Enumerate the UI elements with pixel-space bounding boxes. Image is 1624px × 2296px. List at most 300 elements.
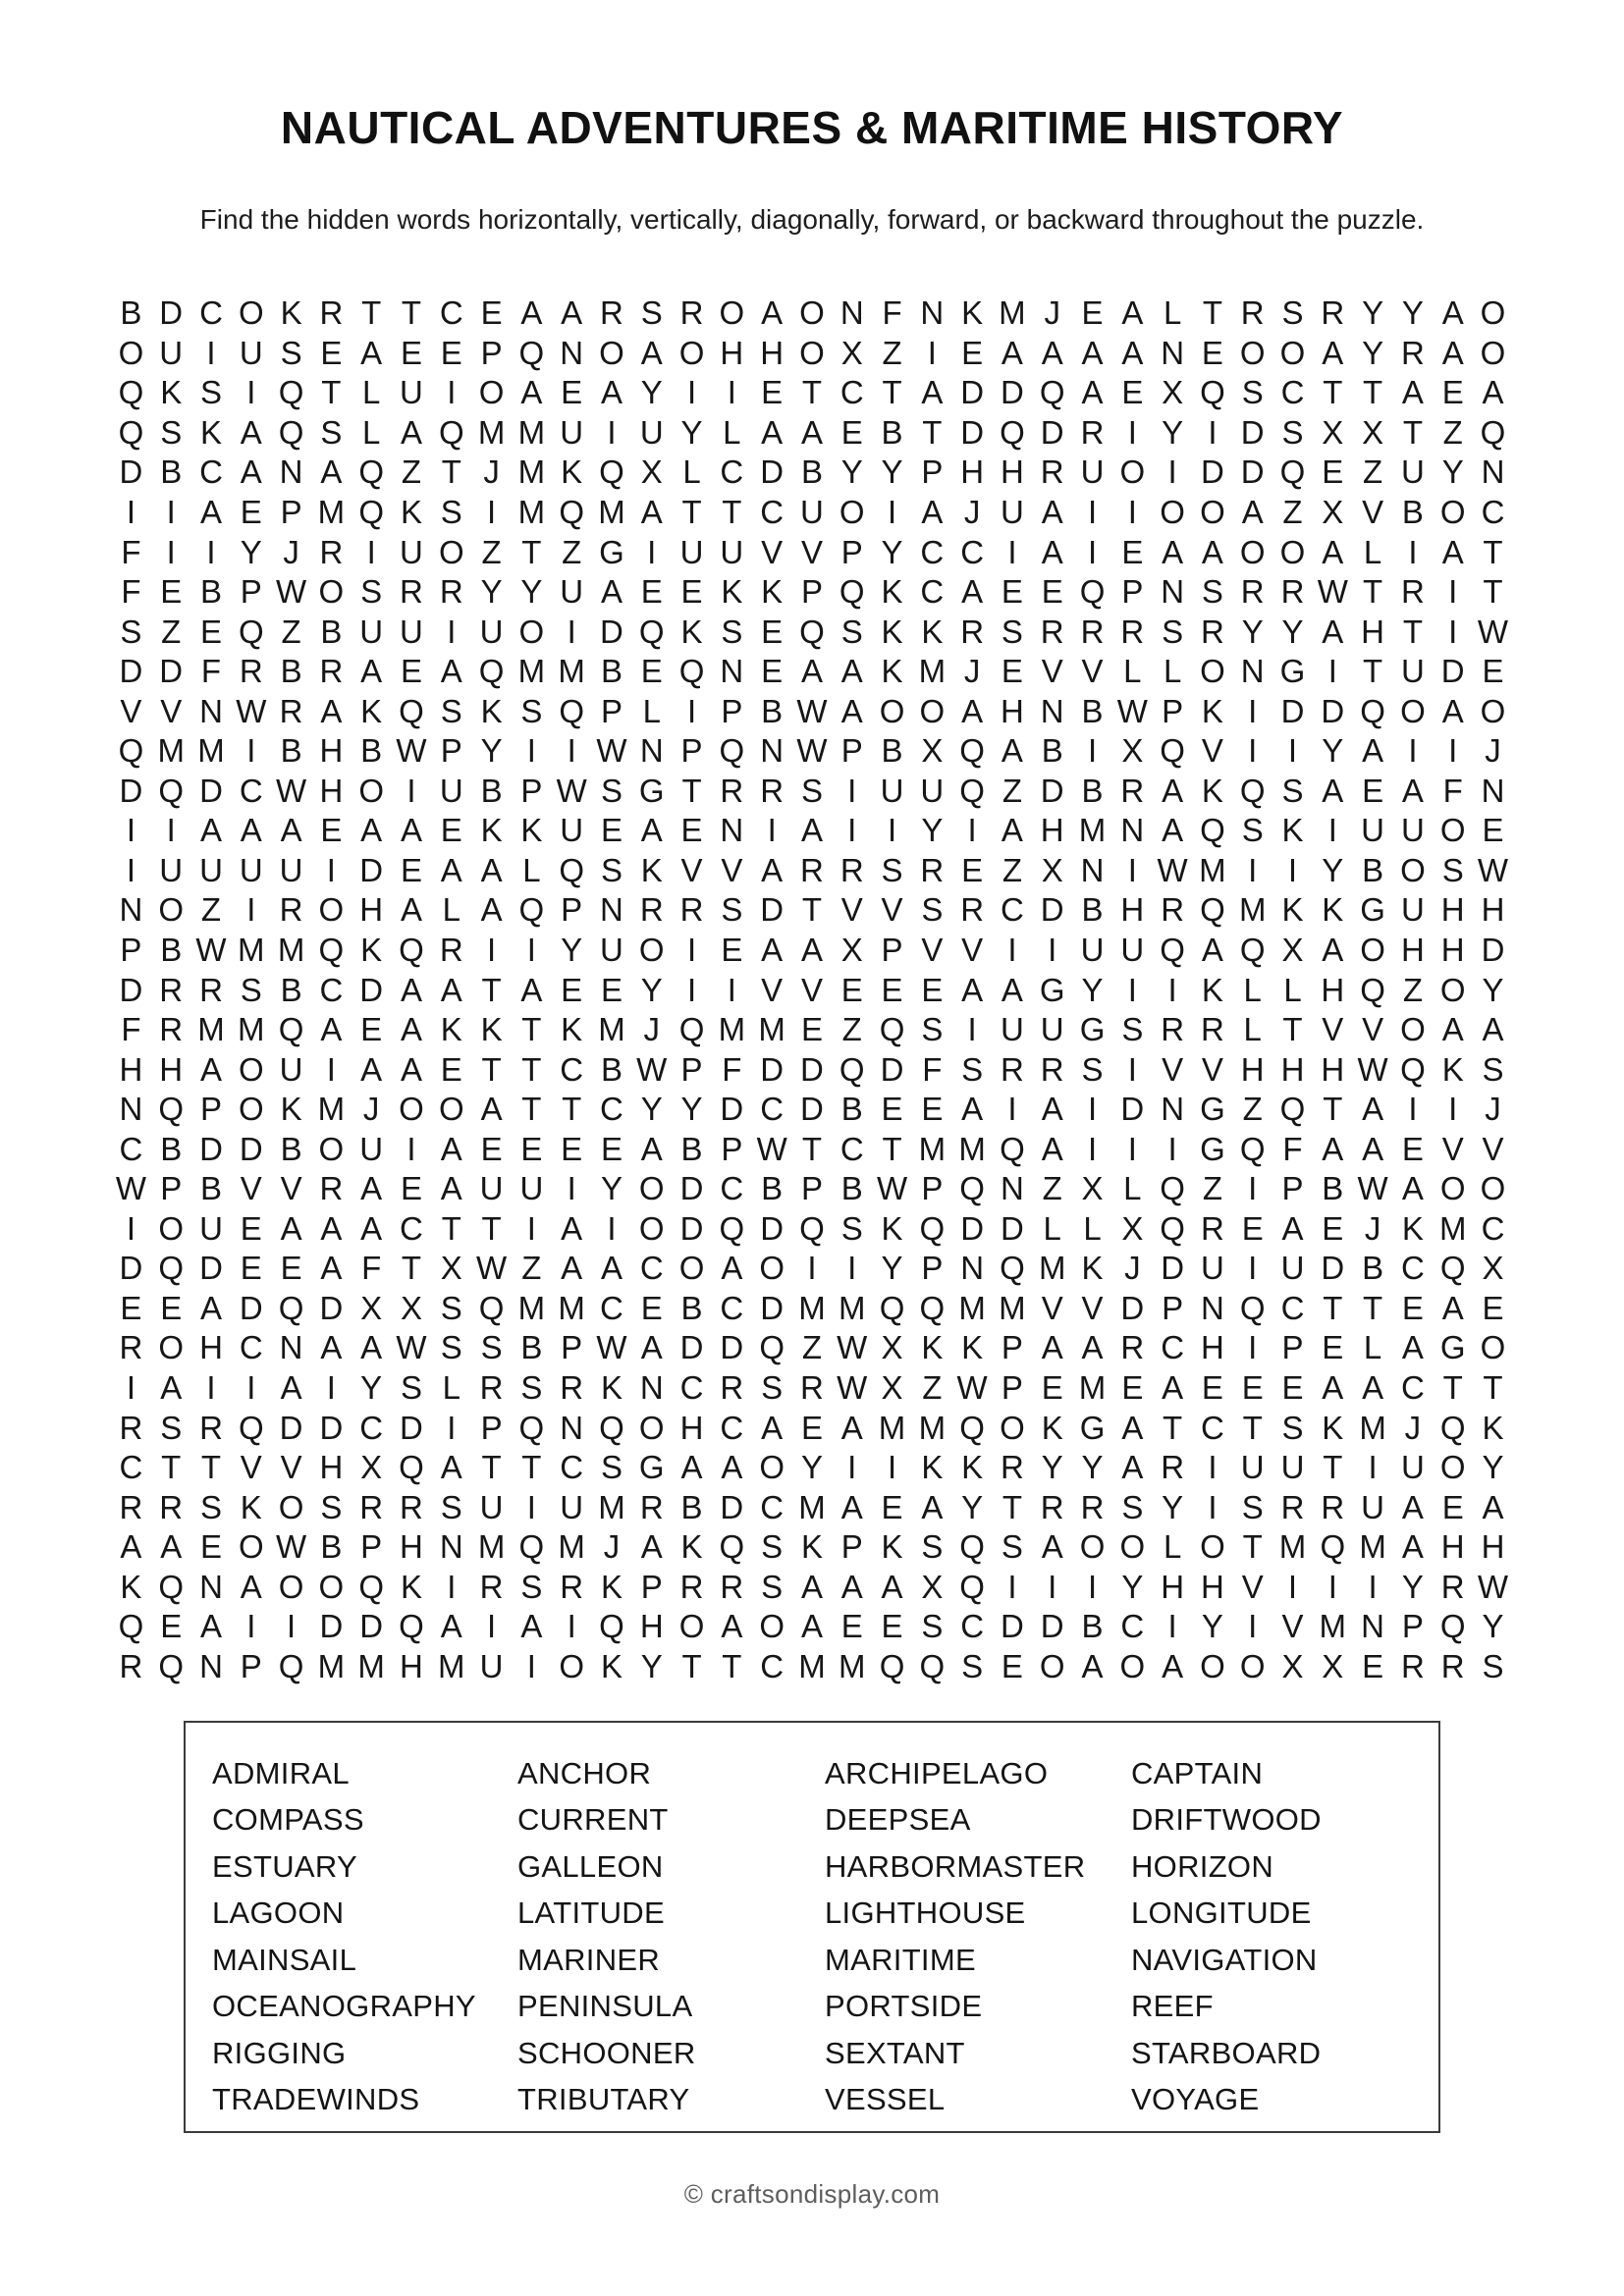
grid-letter: M — [918, 1409, 947, 1446]
grid-letter: S — [440, 1289, 462, 1326]
grid-letter: A — [1322, 772, 1344, 809]
grid-letter: I — [847, 812, 857, 849]
grid-letter: E — [199, 613, 222, 650]
grid-letter: K — [1322, 1409, 1344, 1446]
grid-letter: I — [847, 1250, 857, 1287]
grid-letter: K — [881, 1528, 903, 1566]
grid-letter: E — [1482, 1289, 1504, 1326]
grid-letter: O — [118, 334, 144, 371]
grid-letter: Q — [278, 1289, 304, 1326]
grid-letter: U — [1400, 1449, 1425, 1486]
grid-letter: Z — [200, 891, 222, 929]
grid-letter: A — [840, 653, 863, 690]
grid-letter: T — [1363, 374, 1383, 411]
grid-letter: P — [921, 1170, 944, 1207]
grid-letter: O — [1200, 653, 1225, 690]
grid-letter: E — [561, 1130, 583, 1167]
word-bank-list — [212, 1750, 1429, 2123]
grid-letter: T — [481, 1209, 502, 1247]
grid-letter: D — [760, 891, 785, 929]
grid-letter: N — [560, 334, 584, 371]
grid-letter: I — [1127, 851, 1137, 888]
grid-letter: T — [321, 374, 342, 411]
grid-letter: C — [720, 1170, 744, 1207]
grid-letter: M — [838, 1647, 866, 1684]
grid-letter: G — [1079, 1011, 1106, 1048]
grid-letter: R — [560, 1568, 584, 1605]
grid-letter: K — [921, 1329, 944, 1366]
grid-letter: H — [1001, 454, 1024, 491]
grid-letter: V — [1081, 1289, 1104, 1326]
word-bank-item: TRADEWINDS — [212, 2082, 420, 2117]
grid-letter: W — [1357, 1050, 1388, 1088]
grid-letter: E — [240, 1250, 262, 1287]
grid-letter: T — [481, 971, 502, 1008]
grid-letter: I — [166, 533, 176, 570]
grid-letter: I — [126, 1369, 135, 1407]
grid-letter: R — [1280, 1488, 1305, 1525]
grid-letter: A — [1401, 772, 1424, 809]
grid-letter: Q — [518, 334, 545, 371]
grid-letter: D — [319, 1608, 344, 1645]
grid-letter: P — [680, 1050, 703, 1088]
grid-letter: A — [1162, 812, 1184, 849]
grid-letter: E — [240, 1209, 262, 1247]
grid-letter: P — [721, 692, 743, 729]
grid-letter: O — [158, 1209, 185, 1247]
grid-letter: K — [721, 573, 743, 611]
grid-letter: E — [1362, 772, 1384, 809]
grid-letter: T — [801, 374, 823, 411]
grid-letter: S — [400, 1369, 422, 1407]
grid-letter: I — [1448, 1091, 1458, 1128]
grid-letter: A — [1041, 1329, 1063, 1366]
grid-letter: C — [720, 454, 744, 491]
grid-letter: Q — [839, 1050, 865, 1088]
grid-letter: H — [319, 772, 344, 809]
grid-letter: T — [681, 772, 702, 809]
grid-letter: T — [481, 1050, 502, 1088]
grid-letter: K — [1281, 891, 1304, 929]
grid-letter: K — [400, 494, 422, 530]
grid-letter: E — [1441, 374, 1464, 411]
grid-letter: V — [961, 932, 984, 969]
grid-letter: A — [600, 1250, 623, 1287]
grid-letter: X — [921, 732, 944, 770]
grid-letter: M — [798, 1488, 826, 1525]
grid-letter: V — [1162, 1050, 1184, 1088]
grid-letter: W — [636, 1050, 668, 1088]
grid-letter: U — [279, 851, 303, 888]
grid-letter: R — [119, 1329, 143, 1366]
grid-letter: I — [126, 812, 135, 849]
grid-letter: E — [600, 1130, 623, 1167]
grid-letter: K — [800, 1528, 823, 1566]
grid-letter: P — [1281, 1329, 1304, 1366]
grid-letter: K — [881, 1209, 903, 1247]
grid-letter: X — [1081, 1170, 1104, 1207]
grid-letter: I — [1248, 1329, 1258, 1366]
grid-letter: Z — [1442, 413, 1463, 451]
grid-letter: E — [600, 812, 623, 849]
grid-letter: N — [760, 732, 785, 770]
grid-letter: U — [1280, 1250, 1305, 1287]
grid-letter: I — [567, 732, 576, 770]
grid-letter: R — [720, 772, 744, 809]
grid-letter: C — [1400, 1369, 1425, 1407]
grid-letter: W — [796, 692, 828, 729]
grid-letter: Q — [919, 1289, 946, 1326]
grid-letter: E — [761, 613, 784, 650]
grid-letter: V — [280, 1449, 302, 1486]
grid-letter: C — [199, 294, 223, 332]
grid-letter: M — [317, 494, 346, 530]
grid-letter: A — [840, 692, 863, 729]
grid-letter: A — [480, 891, 503, 929]
grid-letter: O — [1239, 334, 1266, 371]
grid-letter: I — [1408, 732, 1418, 770]
grid-letter: T — [681, 494, 702, 530]
grid-letter: P — [1121, 573, 1144, 611]
grid-letter: A — [1041, 1528, 1063, 1566]
grid-letter: X — [360, 1449, 383, 1486]
grid-letter: O — [638, 1170, 665, 1207]
grid-letter: I — [807, 1250, 817, 1287]
grid-letter: O — [238, 1528, 264, 1566]
grid-letter: O — [678, 334, 705, 371]
grid-letter: B — [680, 1130, 703, 1167]
grid-letter: M — [958, 1289, 986, 1326]
grid-letter: I — [246, 1608, 256, 1645]
grid-letter: N — [1361, 1608, 1385, 1645]
grid-letter: U — [1361, 812, 1385, 849]
grid-letter: O — [278, 1488, 304, 1525]
grid-letter: S — [360, 573, 383, 611]
grid-letter: A — [400, 812, 422, 849]
word-bank-item: VESSEL — [825, 2082, 946, 2117]
grid-letter: I — [1248, 1608, 1258, 1645]
grid-letter: I — [1127, 413, 1137, 451]
grid-letter: A — [320, 454, 343, 491]
grid-letter: I — [206, 533, 216, 570]
grid-letter: E — [480, 294, 503, 332]
grid-letter: B — [840, 1091, 863, 1128]
grid-letter: H — [199, 1329, 223, 1366]
grid-letter: A — [840, 1568, 863, 1605]
grid-letter: R — [600, 294, 623, 332]
grid-letter: N — [1481, 772, 1505, 809]
grid-letter: I — [447, 613, 457, 650]
word-bank-item: MAINSAIL — [212, 1942, 357, 1977]
grid-letter: M — [1278, 1528, 1307, 1566]
grid-letter: S — [600, 851, 623, 888]
grid-letter: E — [800, 1011, 823, 1048]
grid-letter: E — [400, 334, 422, 371]
grid-letter: Q — [919, 1647, 946, 1684]
grid-letter: E — [1401, 1130, 1424, 1167]
grid-letter: A — [400, 1011, 422, 1048]
grid-letter: U — [1280, 1449, 1305, 1486]
word-bank-item: CURRENT — [517, 1802, 669, 1838]
grid-letter: H — [1240, 1050, 1265, 1088]
grid-letter: A — [1401, 1488, 1424, 1525]
grid-letter: A — [160, 1369, 183, 1407]
grid-letter: K — [1322, 891, 1344, 929]
grid-letter: X — [1281, 932, 1304, 969]
grid-letter: X — [440, 1250, 462, 1287]
grid-letter: K — [680, 1528, 703, 1566]
grid-letter: A — [320, 1209, 343, 1247]
grid-letter: R — [1120, 613, 1145, 650]
grid-letter: I — [447, 1568, 457, 1605]
grid-letter: S — [1281, 772, 1304, 809]
grid-letter: I — [1007, 1091, 1017, 1128]
grid-letter: N — [279, 1329, 303, 1366]
grid-letter: U — [239, 851, 263, 888]
grid-letter: V — [120, 692, 142, 729]
grid-letter: Q — [839, 573, 865, 611]
grid-letter: D — [1161, 1250, 1185, 1287]
grid-letter: Q — [158, 1250, 185, 1287]
grid-letter: I — [967, 812, 977, 849]
grid-letter: I — [126, 851, 135, 888]
grid-letter: Q — [1480, 413, 1506, 451]
grid-letter: P — [240, 573, 262, 611]
grid-letter: O — [1439, 494, 1466, 530]
grid-letter: Y — [1482, 971, 1504, 1008]
grid-letter: J — [963, 653, 981, 690]
grid-letter: B — [761, 1170, 784, 1207]
grid-letter: U — [1361, 1488, 1385, 1525]
grid-letter: R — [1321, 294, 1345, 332]
grid-letter: P — [120, 932, 142, 969]
grid-letter: N — [960, 1250, 985, 1287]
grid-letter: C — [119, 1130, 143, 1167]
grid-letter: I — [1167, 971, 1177, 1008]
grid-letter: A — [761, 413, 784, 451]
grid-letter: I — [686, 374, 697, 411]
grid-letter: O — [318, 891, 345, 929]
grid-letter: O — [518, 613, 545, 650]
grid-letter: E — [1441, 1488, 1464, 1525]
grid-letter: Q — [678, 1011, 705, 1048]
grid-letter: A — [1001, 971, 1023, 1008]
grid-letter: Q — [1239, 772, 1266, 809]
grid-letter: S — [1281, 294, 1304, 332]
grid-letter: Q — [278, 1647, 304, 1684]
grid-letter: Y — [640, 971, 663, 1008]
grid-letter: E — [199, 1528, 222, 1566]
grid-letter: T — [1363, 1289, 1383, 1326]
grid-letter: P — [840, 732, 863, 770]
grid-letter: P — [199, 1091, 222, 1128]
grid-letter: E — [640, 573, 663, 611]
grid-letter: I — [1287, 851, 1298, 888]
grid-letter: W — [956, 1369, 988, 1407]
grid-letter: R — [1200, 1209, 1224, 1247]
grid-letter: D — [760, 454, 785, 491]
grid-letter: R — [1400, 334, 1425, 371]
grid-letter: X — [881, 1329, 903, 1366]
grid-letter: Q — [118, 413, 144, 451]
grid-letter: S — [921, 1011, 944, 1048]
grid-letter: R — [1200, 613, 1224, 650]
grid-letter: S — [640, 294, 663, 332]
grid-letter: I — [1248, 1250, 1258, 1287]
grid-letter: S — [1241, 1488, 1264, 1525]
grid-letter: A — [520, 971, 543, 1008]
grid-letter: O — [678, 1608, 705, 1645]
grid-letter: O — [318, 1568, 345, 1605]
grid-letter: A — [1401, 374, 1424, 411]
grid-letter: K — [1401, 1209, 1424, 1247]
grid-letter: Z — [1202, 1170, 1222, 1207]
grid-letter: O — [759, 1608, 785, 1645]
grid-letter: T — [521, 1011, 542, 1048]
grid-letter: E — [800, 1409, 823, 1446]
grid-letter: T — [361, 294, 382, 332]
grid-letter: P — [480, 334, 503, 371]
grid-letter: S — [840, 613, 863, 650]
grid-letter: B — [600, 1050, 623, 1088]
grid-letter: S — [199, 374, 222, 411]
word-bank-item: PORTSIDE — [825, 1989, 983, 2024]
grid-letter: R — [159, 1488, 184, 1525]
grid-letter: Q — [1000, 413, 1025, 451]
grid-letter: O — [318, 573, 345, 611]
grid-letter: Q — [1200, 812, 1225, 849]
grid-letter: V — [1241, 1568, 1264, 1605]
grid-letter: I — [326, 851, 336, 888]
word-bank-item: HORIZON — [1131, 1848, 1274, 1884]
grid-letter: O — [879, 692, 905, 729]
grid-letter: Z — [1001, 851, 1023, 888]
grid-letter: Q — [318, 932, 345, 969]
grid-letter: Y — [881, 1250, 903, 1287]
grid-letter: I — [246, 374, 256, 411]
grid-letter: C — [359, 1409, 384, 1446]
grid-letter: X — [1041, 851, 1063, 888]
grid-letter: P — [721, 1130, 743, 1167]
grid-letter: I — [1127, 1130, 1137, 1167]
grid-letter: K — [600, 1369, 623, 1407]
grid-letter: X — [881, 1369, 903, 1407]
grid-letter: I — [447, 1409, 457, 1446]
grid-letter: I — [847, 772, 857, 809]
grid-letter: O — [1239, 533, 1266, 570]
grid-letter: U — [479, 1170, 504, 1207]
grid-letter: M — [718, 1011, 746, 1048]
grid-letter: Y — [840, 454, 863, 491]
grid-letter: S — [320, 1488, 343, 1525]
grid-letter: C — [1161, 1329, 1185, 1366]
grid-letter: X — [400, 1289, 422, 1326]
grid-letter: E — [1241, 1209, 1264, 1247]
grid-letter: T — [1402, 613, 1423, 650]
grid-letter: S — [921, 891, 944, 929]
grid-letter: K — [1201, 772, 1223, 809]
grid-letter: S — [881, 851, 903, 888]
grid-letter: E — [440, 812, 462, 849]
grid-letter: E — [520, 1130, 543, 1167]
grid-letter: M — [958, 1130, 986, 1167]
grid-letter: H — [1161, 1568, 1185, 1605]
grid-letter: B — [199, 1170, 222, 1207]
grid-letter: U — [1400, 891, 1425, 929]
grid-letter: N — [199, 692, 223, 729]
grid-letter: L — [1043, 1209, 1061, 1247]
grid-letter: C — [920, 573, 945, 611]
grid-letter: M — [317, 1647, 346, 1684]
grid-letter: T — [1323, 1091, 1343, 1128]
grid-letter: X — [1121, 732, 1144, 770]
grid-letter: L — [1243, 971, 1262, 1008]
grid-letter: D — [1001, 1608, 1024, 1645]
grid-letter: J — [643, 1011, 660, 1048]
grid-letter: C — [439, 294, 463, 332]
grid-letter: U — [359, 1130, 384, 1167]
grid-letter: V — [240, 1449, 262, 1486]
grid-letter: Q — [1400, 1050, 1426, 1088]
grid-letter: V — [761, 971, 784, 1008]
grid-letter: I — [1368, 1568, 1378, 1605]
grid-letter: I — [406, 1130, 416, 1167]
grid-letter: K — [199, 413, 222, 451]
grid-letter: R — [119, 1409, 143, 1446]
grid-letter: I — [366, 533, 376, 570]
grid-letter: P — [1162, 692, 1184, 729]
grid-letter: T — [1202, 294, 1222, 332]
grid-letter: I — [887, 494, 897, 530]
grid-letter: F — [922, 1050, 943, 1088]
grid-letter: E — [921, 1091, 944, 1128]
grid-letter: M — [238, 932, 265, 969]
grid-letter: K — [360, 932, 383, 969]
grid-letter: E — [640, 1289, 663, 1326]
grid-letter: O — [318, 1130, 345, 1167]
grid-letter: H — [159, 1050, 184, 1088]
grid-letter: E — [1241, 1369, 1264, 1407]
grid-letter: E — [1322, 454, 1344, 491]
grid-letter: W — [276, 772, 307, 809]
grid-letter: R — [479, 1568, 504, 1605]
grid-letter: P — [520, 772, 543, 809]
grid-letter: V — [1201, 1050, 1223, 1088]
grid-letter: Q — [719, 1209, 745, 1247]
grid-letter: D — [359, 851, 384, 888]
grid-letter: N — [1161, 334, 1185, 371]
grid-letter: Y — [961, 1488, 984, 1525]
grid-letter: H — [1200, 1568, 1224, 1605]
grid-letter: D — [800, 1050, 824, 1088]
grid-letter: A — [440, 851, 462, 888]
grid-letter: V — [160, 692, 183, 729]
grid-letter: K — [1201, 692, 1223, 729]
grid-letter: I — [447, 374, 457, 411]
grid-letter: R — [1240, 294, 1265, 332]
grid-letter: A — [1482, 374, 1504, 411]
word-bank-item: OCEANOGRAPHY — [212, 1989, 476, 2024]
grid-letter: A — [561, 1209, 583, 1247]
grid-letter: I — [1327, 812, 1337, 849]
grid-letter: F — [121, 1011, 141, 1048]
grid-letter: D — [760, 1289, 785, 1326]
grid-letter: O — [1200, 1528, 1225, 1566]
grid-letter: R — [1200, 1011, 1224, 1048]
grid-letter: I — [1167, 454, 1177, 491]
grid-letter: D — [239, 1289, 263, 1326]
grid-letter: G — [1200, 1130, 1225, 1167]
